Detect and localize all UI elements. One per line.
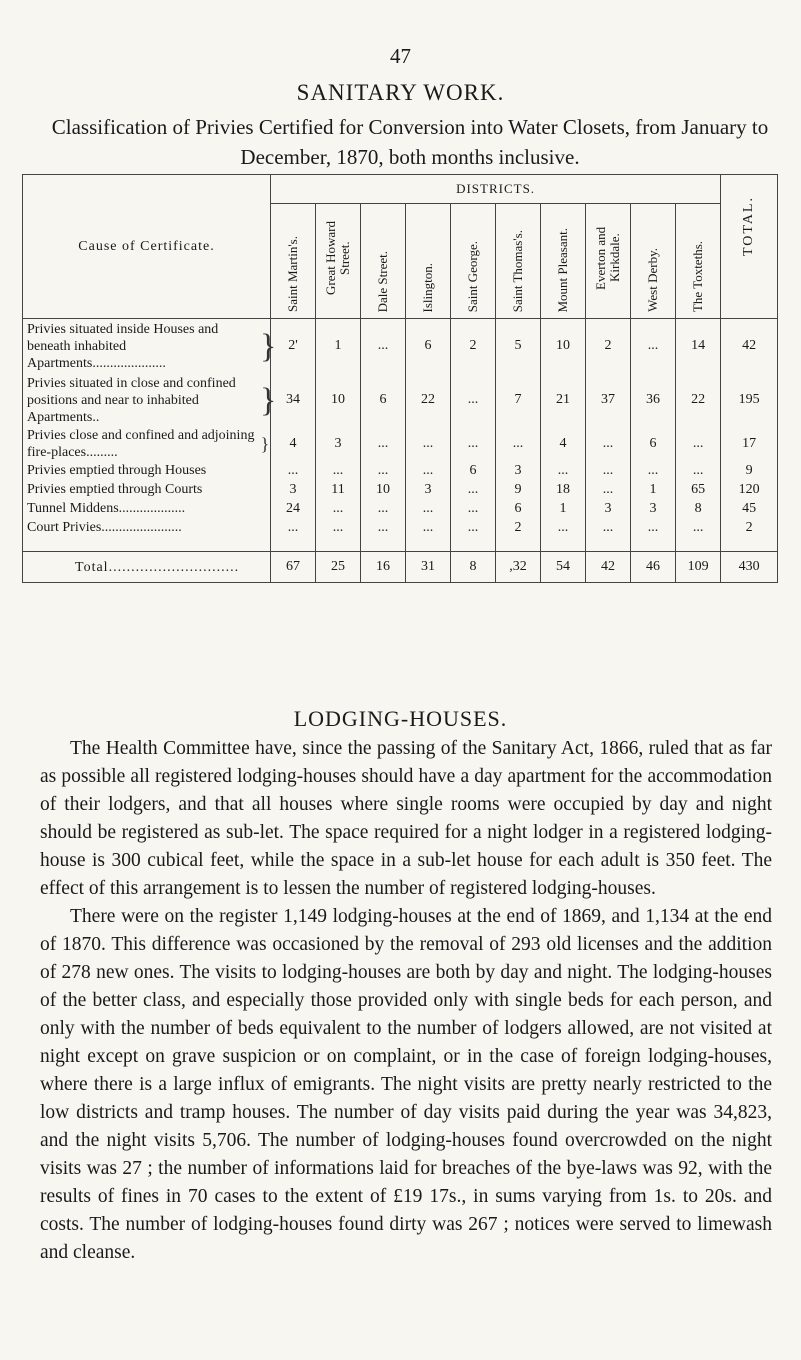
district-header (586, 204, 631, 319)
value-cell: ... (586, 518, 631, 552)
district-header (271, 204, 316, 319)
district-header (451, 204, 496, 319)
value-cell: 3 (496, 461, 541, 480)
district-name: Islington. (420, 262, 435, 312)
value-cell: 1 (541, 499, 586, 518)
district-name: Mount Pleasant. (555, 227, 570, 312)
value-cell: ... (451, 480, 496, 499)
value-cell: 65 (676, 480, 721, 499)
value-cell: ... (361, 427, 406, 461)
district-name: Everton and Kirkdale. (593, 226, 622, 290)
value-cell: 11 (316, 480, 361, 499)
district-name: The Toxteths. (690, 240, 706, 312)
row-total-cell: 17 (721, 427, 778, 461)
value-cell: ... (451, 373, 496, 427)
row-total-cell: 45 (721, 499, 778, 518)
value-cell: ... (586, 461, 631, 480)
row-label: Privies emptied through Courts (27, 482, 203, 497)
value-cell: ... (271, 518, 316, 552)
district-name: Dale Street. (375, 250, 390, 312)
row-label: Privies situated inside Houses and beneath inhabited Apartments..................... (27, 321, 219, 371)
value-cell: 4 (271, 427, 316, 461)
value-cell: 6 (406, 319, 451, 374)
value-cell: ... (631, 461, 676, 480)
district-name: Saint Thomas's. (510, 229, 525, 312)
value-cell: 4 (541, 427, 586, 461)
district-header (316, 204, 361, 319)
page-number: 47 (390, 44, 411, 68)
value-cell: 9 (496, 480, 541, 499)
table-row (23, 319, 778, 374)
value-cell: 3 (316, 427, 361, 461)
brace-mark: } (260, 433, 270, 454)
row-label-cell (23, 552, 271, 583)
table-caption: Classification of Privies Certified for Conversion into Water Closets, from January to December, 1870, both months inclusive. (51, 115, 769, 169)
body-text (40, 735, 772, 1267)
value-cell: 31 (406, 552, 451, 583)
district-name: West Derby. (645, 248, 660, 312)
value-cell: ... (496, 427, 541, 461)
cause-header: Cause of Certificate. (23, 175, 271, 319)
value-cell: ... (316, 518, 361, 552)
row-label: Privies close and confined and adjoining fire-places......... (27, 428, 255, 460)
total-header-cell (721, 175, 778, 319)
brace-mark: } (260, 327, 277, 365)
value-cell: ... (631, 319, 676, 374)
value-cell: 2' (271, 319, 316, 374)
privies-table (22, 174, 778, 583)
district-name: Saint George. (465, 240, 480, 312)
value-cell: 54 (541, 552, 586, 583)
value-cell: 10 (316, 373, 361, 427)
row-label: Court Privies....................... (27, 520, 182, 535)
district-header (496, 204, 541, 319)
row-total-cell: 9 (721, 461, 778, 480)
value-cell: ... (271, 461, 316, 480)
value-cell: ... (406, 427, 451, 461)
row-total-cell: 195 (721, 373, 778, 427)
value-cell: 37 (586, 373, 631, 427)
value-cell: ... (406, 499, 451, 518)
value-cell: ... (406, 461, 451, 480)
value-cell: 3 (406, 480, 451, 499)
row-total-cell: 42 (721, 319, 778, 374)
value-cell: ... (316, 461, 361, 480)
value-cell: 25 (316, 552, 361, 583)
value-cell: ... (586, 480, 631, 499)
row-total-cell: 2 (721, 518, 778, 552)
value-cell: 22 (406, 373, 451, 427)
value-cell: 18 (541, 480, 586, 499)
value-cell: 3 (271, 480, 316, 499)
value-cell: 6 (631, 427, 676, 461)
district-header (541, 204, 586, 319)
value-cell: 21 (541, 373, 586, 427)
value-cell: 1 (316, 319, 361, 374)
value-cell: ,32 (496, 552, 541, 583)
value-cell: 6 (361, 373, 406, 427)
value-cell: 46 (631, 552, 676, 583)
value-cell: ... (451, 499, 496, 518)
value-cell: ... (586, 427, 631, 461)
value-cell: 2 (451, 319, 496, 374)
row-label: Privies emptied through Houses (27, 463, 207, 478)
value-cell: ... (361, 319, 406, 374)
district-header (676, 204, 721, 319)
value-cell: 8 (676, 499, 721, 518)
row-label: Tunnel Middens................... (27, 501, 186, 516)
row-label-cell (23, 461, 271, 480)
paragraph: There were on the register 1,149 lodging-houses at the end of 1869, and 1,134 at the end of 1870. This difference was occasioned by the removal of 293 old licenses and the addition of 278 new ones. The visits to lodging-houses are both by day and night. The lodging-houses of the better class, and especially those provided only with single beds for each person, and only with the number of beds equivalent to the number of lodgers allowed, are not visited at night except on grave suspicion or on complaint, or in the case of foreign lodging-houses, where there is a large influx of emigrants. The night visits are pretty nearly restricted to the low districts and tramp houses. The number of day visits paid during the year was 34,823, and the night visits 5,706. The number of lodging-houses found overcrowded on the night visits was 27 ; the number of informations laid for breaches of the bye-laws was 92, with the results of fines in 70 cases to the extent of £19 17s., in sums varying from 1s. to 20s. and costs. The number of lodging-houses found dirty was 267 ; notices were served to limewash and cleanse. (40, 906, 772, 1263)
table-row (23, 427, 778, 461)
table-row (23, 499, 778, 518)
value-cell: 42 (586, 552, 631, 583)
district-name: Great Howard Street. (323, 221, 352, 295)
district-header (631, 204, 676, 319)
row-label-cell (23, 373, 277, 427)
district-name: Saint Martin's. (285, 235, 300, 312)
row-label: Privies situated in close and confined positions and near to inhabited Apartments.. (27, 375, 236, 425)
value-cell: 10 (361, 480, 406, 499)
value-cell: ... (631, 518, 676, 552)
value-cell: ... (676, 518, 721, 552)
value-cell: ... (451, 518, 496, 552)
district-header (361, 204, 406, 319)
total-row (23, 552, 778, 583)
table-row (23, 461, 778, 480)
value-cell: 6 (496, 499, 541, 518)
row-label-cell (23, 518, 271, 552)
district-header (406, 204, 451, 319)
value-cell: 22 (676, 373, 721, 427)
row-total-cell: 430 (721, 552, 778, 583)
districts-header: DISTRICTS. (271, 175, 721, 204)
page-title: SANITARY WORK. (296, 80, 505, 105)
value-cell: 109 (676, 552, 721, 583)
value-cell: 16 (361, 552, 406, 583)
value-cell: 8 (451, 552, 496, 583)
row-label-cell (23, 480, 271, 499)
row-label-cell (23, 319, 277, 374)
table-body (23, 319, 778, 583)
table-row (23, 518, 778, 552)
value-cell: 3 (631, 499, 676, 518)
value-cell: 6 (451, 461, 496, 480)
value-cell: ... (406, 518, 451, 552)
value-cell: 14 (676, 319, 721, 374)
value-cell: 10 (541, 319, 586, 374)
table-row (23, 480, 778, 499)
total-header: TOTAL. (741, 196, 757, 257)
row-label-cell (23, 427, 271, 461)
value-cell: 2 (496, 518, 541, 552)
value-cell: ... (541, 518, 586, 552)
brace-mark: } (260, 381, 277, 419)
value-cell: ... (676, 427, 721, 461)
value-cell: 67 (271, 552, 316, 583)
row-total-cell: 120 (721, 480, 778, 499)
value-cell: 7 (496, 373, 541, 427)
value-cell: 24 (271, 499, 316, 518)
value-cell: 34 (271, 373, 316, 427)
table-row (23, 373, 778, 427)
value-cell: ... (361, 499, 406, 518)
value-cell: ... (451, 427, 496, 461)
value-cell: ... (316, 499, 361, 518)
value-cell: 36 (631, 373, 676, 427)
value-cell: ... (361, 518, 406, 552)
value-cell: 5 (496, 319, 541, 374)
value-cell: 2 (586, 319, 631, 374)
value-cell: ... (676, 461, 721, 480)
value-cell: 3 (586, 499, 631, 518)
row-label: Total............................. (75, 559, 240, 575)
value-cell: ... (541, 461, 586, 480)
row-label-cell (23, 499, 271, 518)
paragraph: The Health Committee have, since the passing of the Sanitary Act, 1866, ruled that as far as possible all registered lodging-houses should have a day apartment for the accommodation of their lodgers, and that all houses where single rooms were occupied by day and night should be registered as sub-let. The space required for a night lodger in a registered lodging-house is 300 cubical feet, while the space in a sub-let house for each adult is 350 feet. The effect of this arrangement is to lessen the number of registered lodging-houses. (40, 738, 772, 899)
value-cell: ... (361, 461, 406, 480)
section-title: LODGING-HOUSES. (293, 706, 508, 731)
value-cell: 1 (631, 480, 676, 499)
